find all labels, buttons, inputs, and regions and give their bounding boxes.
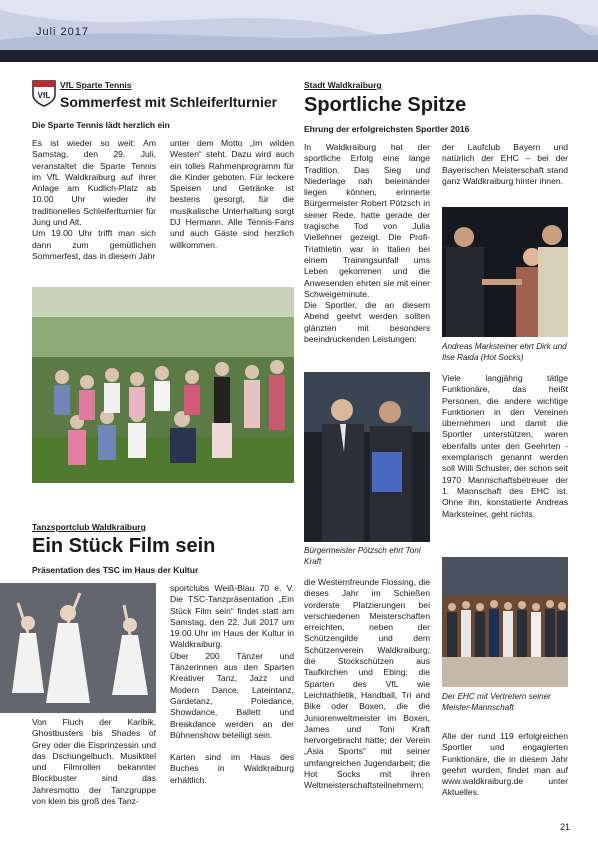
page-number: 21 bbox=[559, 822, 570, 832]
andreas-honors-photo bbox=[442, 207, 568, 337]
tanz-col1-p: Von Fluch der Karibik, Ghostbusters bis Shades of Grey oder die Eisprinzessin und das Dschungelbuch. Musiktitel und Filmrollen bekannter Blockbuster sind das Jahresmotto der Tanzgruppe von klein bis groß des Tanz- bbox=[32, 717, 156, 807]
tanz-col-2 bbox=[170, 583, 294, 786]
sport-col-a-top bbox=[304, 142, 430, 345]
tennis-col2-p1: unter dem Motto „Im wilden Westen“ steht. Dazu wird auch ein tolles Rahmenprogramm für die Kinder geboten. Für leckere Speisen und Getränke ist bestens gesorgt, für die musikalische Unterhaltung sorgt DJ Hermann. Alle Tennis-Fans und auch Gäste sind herzlich willkommen. bbox=[170, 138, 294, 250]
ehc-team-photo bbox=[442, 557, 568, 687]
sport-colB-p2: Viele langjährig tätige Funktionäre, das heißt Personen, die andere wichtige Funktionen in den Vereinen übernehmen und damit die Sportler unterstützen, waren ebenfalls unter den Geehrten - exemplarisch genannt werden soll Willi Schuster, der schon seit 1970 Mannschaftsbetreuer der 1. Mannschaft des EHC ist. Ohne ihn, konstatierte Andreas Marksteiner, geht nichts. bbox=[442, 373, 568, 519]
sport-kicker: Stadt Waldkraiburg bbox=[304, 80, 382, 90]
caption-mayor: Bürgermeister Pötzsch ehrt Toni Kraft bbox=[304, 546, 421, 566]
sport-col-b-top bbox=[442, 142, 568, 187]
tennis-col1-p1: Es ist wieder so weit: Am Samstag, den 29. Juli, veranstaltet die Sparte Tennis im VfL Waldkraiburg auf ihrer Anlage am Kudlich-Platz ab 10.00 Uhr wieder ihr traditionelles Schleiferlturnier für Jung und Alt. bbox=[32, 138, 156, 228]
sport-subtitle: Ehrung der erfolgreichsten Sportler 2016 bbox=[304, 124, 470, 134]
tanz-col2-p2: Über 200 Tänzer und Tänzerinnen aus den Sparten Kreativer Tanz, Jazz und Modern Dance, Lateintanz, Gardetanz, Poledance, Showdance, Ballett und Breakdance werden an der Bühnenshow beteiligt sein. bbox=[170, 650, 294, 740]
tanz-kicker: Tanzsportclub Waldkraiburg bbox=[32, 522, 146, 532]
tennis-title: Sommerfest mit Schleiferlturnier bbox=[60, 94, 278, 110]
sport-colA-p3: die Westernfreunde Flossing, die dieses Jahr im Schießen vorderste Platzierungen bei verschiedenen Meisterschaften erreichten, neben der Schützengilde und dem Schützenverein Waldkraiburg; die Stockschützen aus Taufkirchen und Ebing; die Sparten des VfL wie Leichtathletik, Handball, Tri and Bike oder Boxen, die die Juniorenweltmeister im Boxen, James und Toni Kraft hervorgebracht hatte; der Verein „Asia Sports“ mit seiner umfangreichen Jugendarbeit; die Hot Socks mit ihren Weltmeisterschaftsteilnehmern; bbox=[304, 577, 430, 791]
sport-title: Sportliche Spitze bbox=[304, 94, 467, 116]
tennis-kicker: VfL Sparte Tennis bbox=[60, 80, 132, 90]
issue-month: Juli 2017 bbox=[36, 26, 90, 38]
tennis-col-1 bbox=[32, 138, 156, 262]
tanz-subtitle: Präsentation des TSC im Haus der Kultur bbox=[32, 565, 199, 575]
sport-colA-p2: Die Sportler, die an diesem Abend geehrt werden sollten glänzten mit besonders beeindruckenden Leistungen: bbox=[304, 300, 430, 345]
mayor-honors-photo bbox=[304, 372, 430, 542]
vfl-logo-text: VfL bbox=[37, 91, 51, 100]
tanz-col-1 bbox=[32, 717, 156, 807]
sport-colB-p1: der Laufclub Bayern und natürlich der EHC – bei der Bayerischen Meisterschaft stand ganz Waldkraiburg hinter ihnen. bbox=[442, 142, 568, 186]
tennis-col1-p2: Um 19.00 Uhr trifft man sich dann zum gemütlichen Sommerfest, das in diesem Jahr bbox=[32, 228, 156, 261]
tanz-title: Ein Stück Film sein bbox=[32, 535, 216, 557]
sport-col-b-bottom bbox=[442, 731, 568, 799]
sport-colA-p1: In Waldkraiburg hat der sportliche Erfolg eine lange Tradition. Das Sieg und Niederlage nah beieinander liegen können, erinnerte Bürgermeister Robert Pötzsch in seiner Rede, hatte gerade der tragische Tod von Julia Viellehner gezeigt. Die Profi-Triathletin war in Italien bei einem Trainingsunfall ums Leben gekommen und die Anwesenden ehrten sie mit einer Schweigeminute. bbox=[304, 142, 430, 299]
tennis-col-2 bbox=[170, 138, 294, 251]
header-band bbox=[0, 0, 598, 56]
caption-andreas: Andreas Marksteiner ehrt Dirk und Ilse Raida (Hot Socks) bbox=[442, 342, 567, 362]
header-wave-graphic bbox=[0, 0, 598, 56]
sport-col-b-mid bbox=[442, 373, 568, 520]
tanz-col2-p3: Karten sind im Haus des Buches in Waldkraiburg erhältlich. bbox=[170, 752, 294, 785]
dance-photo bbox=[0, 583, 156, 713]
vfl-logo bbox=[32, 80, 56, 107]
tennis-subtitle: Die Sparte Tennis lädt herzlich ein bbox=[32, 120, 170, 130]
caption-ehc: Der EHC mit Vertretern seiner Meister-Mannschaft bbox=[442, 692, 551, 712]
tennis-group-photo bbox=[32, 287, 294, 483]
header-bar bbox=[0, 50, 598, 62]
sport-colB-p3: Alle der rund 119 erfolgreichen Sportler und engagierten Funktionäre, die in diesem Jahr geehrt wurden, findet man auf www.waldkraiburg.de unter Aktuelles. bbox=[442, 731, 568, 798]
tanz-col2-p1: sportclubs Weiß-Blau 70 e. V. Die TSC-Tanzpräsentation „Ein Stück Film sein“ findet statt am Samstag, den 22. Juli 2017 um 19.00 Uhr im Haus der Kultur in Waldkraiburg. bbox=[170, 583, 294, 650]
sport-col-a-bottom bbox=[304, 577, 430, 792]
